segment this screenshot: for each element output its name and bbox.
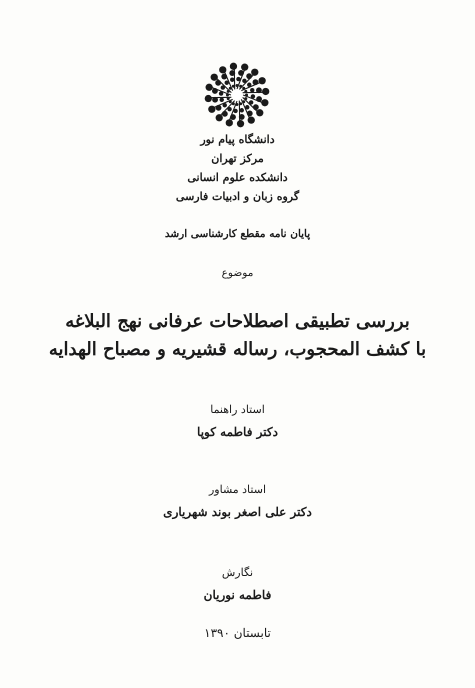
university-name: دانشگاه پیام نور (200, 133, 275, 146)
advisor-label: استاد مشاور (208, 483, 267, 496)
emblem-dot (215, 80, 221, 86)
emblem-dot (240, 108, 244, 112)
thesis-title-line-1: بررسی تطبیقی اصطلاحات عرفانی نهج البلاغه (65, 311, 410, 332)
emblem-dot (256, 109, 263, 116)
author-label: نگارش (221, 566, 254, 579)
emblem-dot (246, 73, 252, 79)
emblem-dot (220, 98, 224, 102)
emblem-dot (237, 120, 244, 127)
emblem-dot (253, 104, 259, 110)
thesis-type: پایان نامه مقطع کارشناسی ارشد (164, 228, 311, 240)
emblem-dot (211, 74, 218, 81)
faculty-name: دانشکده علوم انسانی (187, 171, 288, 184)
center-name: مرکز تهران (211, 152, 264, 165)
emblem-dot (222, 111, 228, 117)
emblem-hub (232, 90, 242, 100)
department-name: گروه زبان و ادبیات فارسی (175, 190, 300, 203)
subject-label: موضوع (221, 267, 254, 279)
author-name: فاطمه نوریان (203, 588, 272, 602)
emblem-dot (251, 69, 258, 76)
advisor-name: دکتر علی اصغر بوند شهریاری (163, 505, 312, 519)
emblem-dot (262, 88, 269, 95)
emblem-dot (230, 63, 237, 70)
supervisor-label: استاد راهنما (210, 403, 265, 416)
emblem-dot (205, 95, 212, 102)
date: تابستان ۱۳۹۰ (204, 626, 271, 640)
supervisor-name: دکتر فاطمه کوپا (197, 425, 278, 439)
emblem-dot (216, 114, 223, 121)
emblem-dot (230, 78, 234, 82)
emblem-rays (205, 63, 270, 128)
university-emblem-icon (203, 61, 271, 129)
emblem-dot (250, 88, 254, 92)
thesis-title-line-2: با کشف المحجوب، رساله قشیریه و مصباح الهدایه (48, 339, 427, 360)
